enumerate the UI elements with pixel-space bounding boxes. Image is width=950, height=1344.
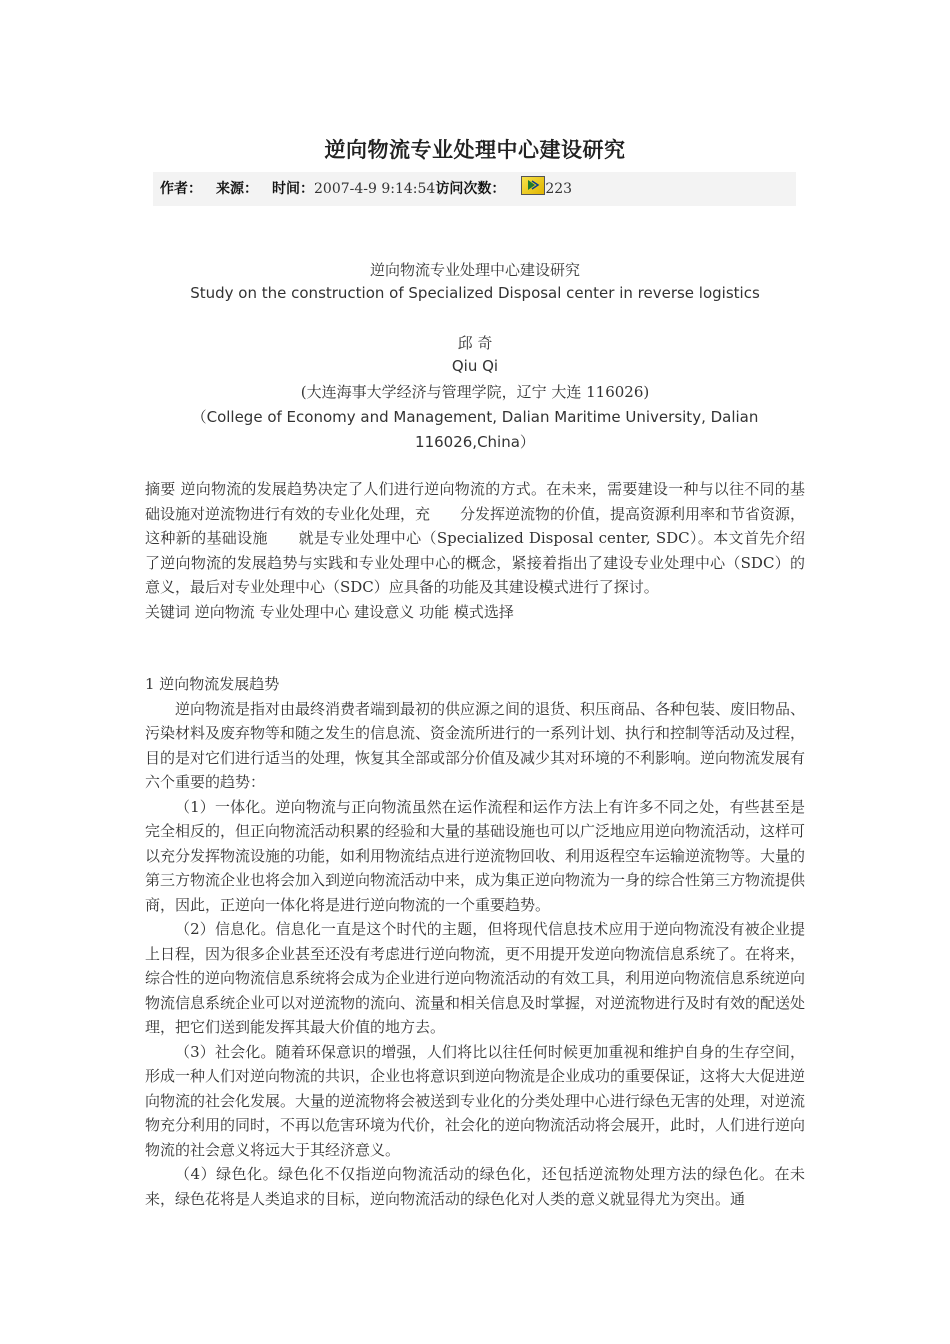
page-title: 逆向物流专业处理中心建设研究	[324, 137, 626, 162]
visits-value: 223	[545, 181, 573, 197]
author-name-cn: 邱 奇	[457, 334, 493, 352]
trend-paragraph-socialization: （3）社会化。随着环保意识的增强，人们将比以往任何时候更加重视和维护自身的生存空间，形成一种人们对逆向物流的共识，企业也将意识到逆向物流是企业成功的重要保证，这将大大促进逆向物流的社会化发展。大量的逆流物将会被送到专业化的分类处理中心进行绿色无害的处理，对逆流物充分利用的同时，不再以危害环境为代价，社会化的逆向物流活动将会展开，此时，人们进行逆向物流的社会意义将远大于其经济意义。	[145, 1042, 806, 1159]
section-1	[145, 672, 805, 1211]
author-name-en: Qiu Qi	[451, 357, 499, 375]
article-meta-bar	[153, 172, 796, 206]
abstract-paragraph: 摘要 逆向物流的发展趋势决定了人们进行逆向物流的方式。在未来，需要建设一种与以往不同的基础设施对逆流物进行有效的专业化处理，充 分发挥逆流物的价值，提高资源利用率和节省资源，这种新的基础设施 就是专业处理中心（Specialized Disposal center, SDC）。本文首先介绍了逆向物流的发展趋势与实践和专业处理中心的概念，紧接着指出了建设专业处理中心（SDC）的意义，最后对专业处理中心（SDC）应具备的功能及其建设模式进行了探讨。	[145, 480, 806, 596]
keywords-line: 关键词 逆向物流 专业处理中心 建设意义 功能 模式选择	[145, 602, 514, 621]
trend-paragraph-greening: （4）绿色化。绿色化不仅指逆向物流活动的绿色化，还包括逆流物处理方法的绿色化。在未来，绿色花将是人类追求的目标，逆向物流活动的绿色化对人类的意义就显得尤为突出。通	[145, 1165, 805, 1208]
author-label: 作者：	[160, 181, 202, 197]
time-label: 时间：	[272, 181, 314, 197]
article-title-cn: 逆向物流专业处理中心建设研究	[369, 261, 580, 279]
affiliation-en: （College of Economy and Management, Dalian Maritime University, Dalian 116026,China）	[191, 408, 759, 451]
section-intro-paragraph: 逆向物流是指对由最终消费者端到最初的供应源之间的退货、积压商品、各种包装、废旧物品、污染材料及废弃物等和随之发生的信息流、资金流所进行的一系列计划、执行和控制等活动及过程，目的是对它们进行适当的处理，恢复其全部或部分价值及减少其对环境的不利影响。逆向物流发展有六个重要的趋势：	[145, 699, 806, 791]
article-title-en: Study on the construction of Specialized Disposal center in reverse logistics	[190, 284, 760, 302]
visit-counter-icon	[521, 176, 545, 195]
visits-label: 访问次数：	[435, 181, 506, 197]
trend-paragraph-integration: （1）一体化。逆向物流与正向物流虽然在运作流程和运作方法上有许多不同之处，有些甚至是完全相反的，但正向物流活动积累的经验和大量的基础设施也可以广泛地应用逆向物流活动，这样可以充分发挥物流设施的功能，如利用物流结点进行逆流物回收、利用返程空车运输逆流物等。大量的第三方物流企业也将会加入到逆向物流活动中来，成为集正逆向物流为一身的综合性第三方物流提供商，因此，正逆向一体化将是进行逆向物流的一个重要趋势。	[145, 797, 806, 914]
section-heading: 1 逆向物流发展趋势	[145, 675, 280, 693]
affiliation-cn: (大连海事大学经济与管理学院，辽宁 大连 116026)	[300, 383, 650, 401]
abstract-section	[145, 477, 805, 624]
time-value: 2007-4-9 9:14:54	[314, 181, 436, 197]
trend-paragraph-informatization: （2）信息化。信息化一直是这个时代的主题，但将现代信息技术应用于逆向物流没有被企业提上日程，因为很多企业甚至还没有考虑进行逆向物流，更不用提开发逆向物流信息系统了。在将来，综合性的逆向物流信息系统将会成为企业进行逆向物流活动的有效工具，利用逆向物流信息系统逆向物流信息系统企业可以对逆流物的流向、流量和相关信息及时掌握，对逆流物进行及时有效的配送处理，把它们送到能发挥其最大价值的地方去。	[145, 920, 806, 1036]
source-label: 来源：	[216, 181, 258, 197]
